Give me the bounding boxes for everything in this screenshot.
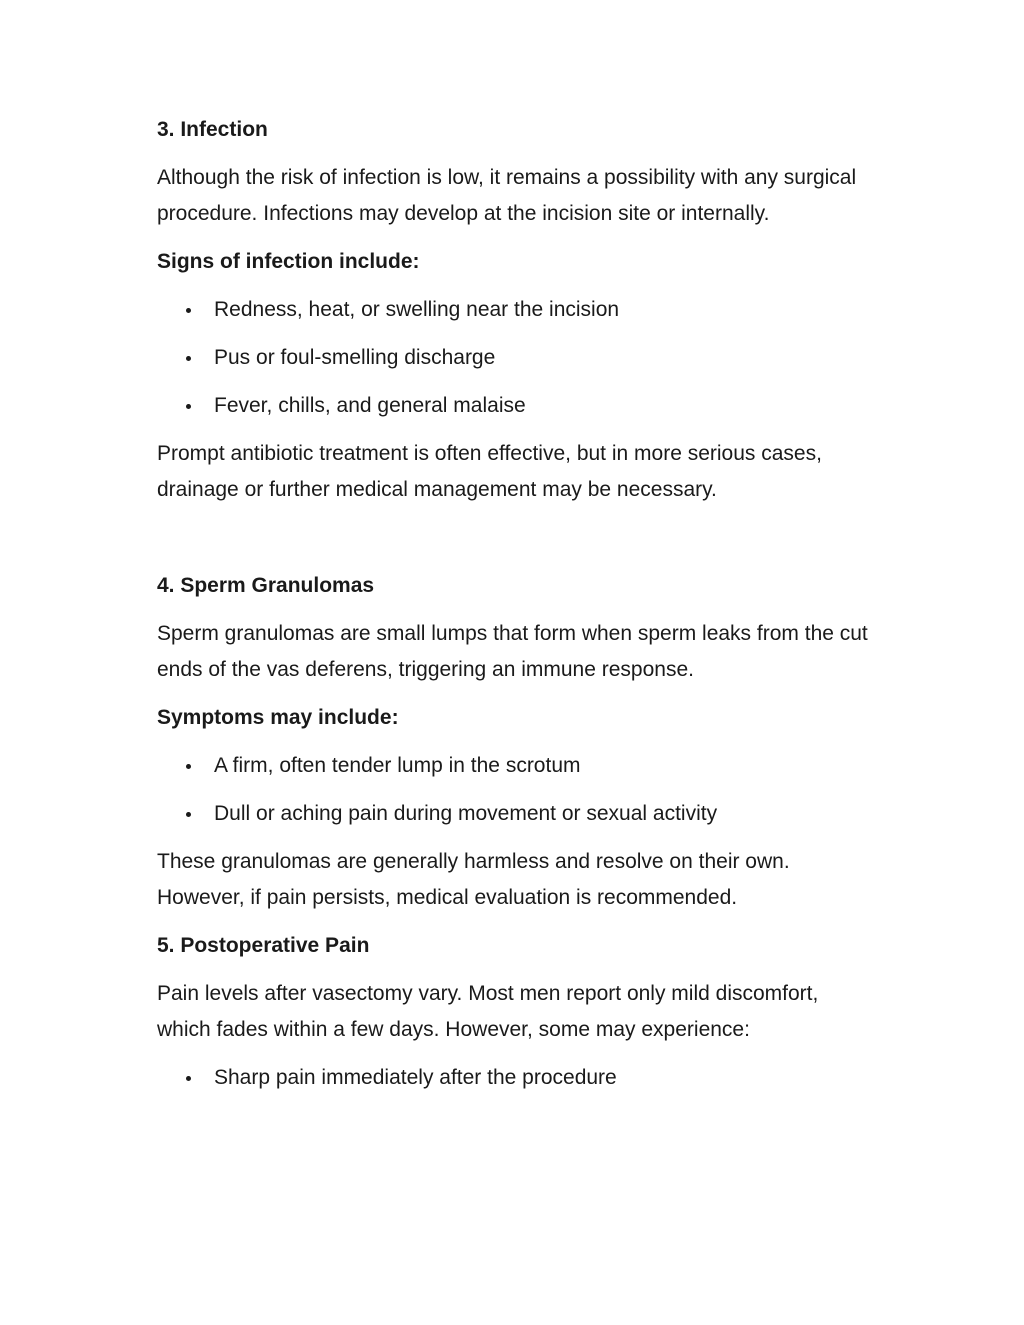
bullet-icon (186, 308, 191, 313)
bullet-icon (186, 356, 191, 361)
bullet-icon (186, 812, 191, 817)
bullet-list (157, 1060, 877, 1096)
list-item (157, 340, 877, 376)
section-intro: Although the risk of infection is low, it remains a possibility with any surgical procedure. Infections may develop at the incision site or internally. (157, 166, 857, 225)
section-spacer (157, 520, 877, 568)
list-item (157, 1060, 877, 1096)
bullet-list (157, 292, 877, 424)
section-heading: 5. Postoperative Pain (157, 934, 370, 957)
bullet-list (157, 748, 877, 832)
list-item (157, 796, 877, 832)
section-heading: 4. Sperm Granulomas (157, 574, 375, 597)
list-item-text: Sharp pain immediately after the procedure (214, 1066, 617, 1089)
list-item (157, 388, 877, 424)
section-intro: Sperm granulomas are small lumps that form when sperm leaks from the cut ends of the vas deferens, triggering an immune response. (157, 622, 868, 681)
list-subheading: Symptoms may include: (157, 706, 399, 729)
list-item-text: Redness, heat, or swelling near the incision (214, 298, 620, 321)
bullet-icon (186, 404, 191, 409)
section-intro: Pain levels after vasectomy vary. Most men report only mild discomfort, which fades within a few days. However, some may experience: (157, 982, 819, 1041)
bullet-icon (186, 764, 191, 769)
list-item-text: Dull or aching pain during movement or sexual activity (214, 802, 718, 825)
list-item-text: A firm, often tender lump in the scrotum (214, 754, 581, 777)
bullet-icon (186, 1076, 191, 1081)
section-heading: 3. Infection (157, 118, 268, 141)
list-item (157, 292, 877, 328)
list-item (157, 748, 877, 784)
document-page (157, 112, 877, 1108)
list-subheading: Signs of infection include: (157, 250, 420, 273)
section-infection (157, 112, 877, 508)
list-item-text: Pus or foul-smelling discharge (214, 346, 496, 369)
list-item-text: Fever, chills, and general malaise (214, 394, 526, 417)
section-closing: Prompt antibiotic treatment is often effective, but in more serious cases, drainage or further medical management may be necessary. (157, 442, 822, 501)
section-postoperative-pain (157, 928, 877, 1096)
section-sperm-granulomas (157, 568, 877, 916)
section-closing: These granulomas are generally harmless and resolve on their own. However, if pain persists, medical evaluation is recommended. (157, 850, 790, 909)
